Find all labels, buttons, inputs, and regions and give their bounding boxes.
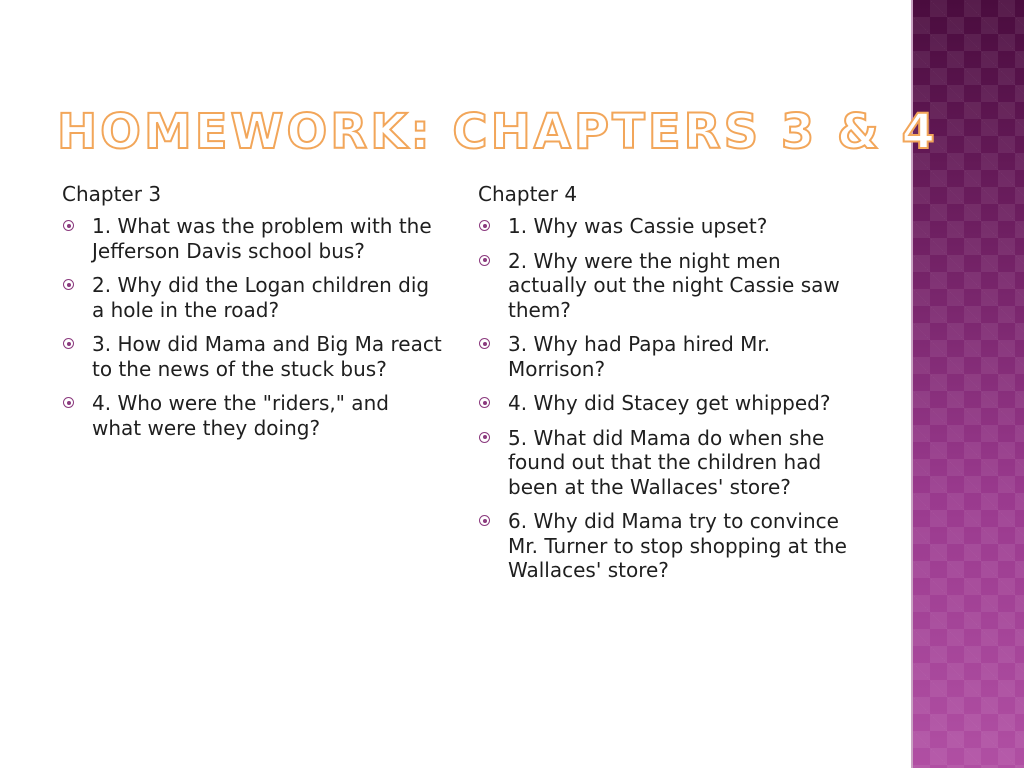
question-text: 3. Why had Papa hired Mr. Morrison? xyxy=(508,332,771,381)
question-item xyxy=(478,214,858,239)
circle-bullet-icon xyxy=(479,397,490,408)
chapter-3-column xyxy=(62,182,442,450)
question-item xyxy=(478,332,858,381)
question-item xyxy=(478,509,858,583)
circle-bullet-icon xyxy=(63,338,74,349)
question-text: 1. Why was Cassie upset? xyxy=(508,214,768,238)
circle-bullet-icon xyxy=(63,220,74,231)
question-item xyxy=(478,391,858,416)
chapter-3-heading: Chapter 3 xyxy=(62,182,162,206)
circle-bullet-icon xyxy=(63,397,74,408)
slide-title: HOMEWORK: CHAPTERS 3 & 4 xyxy=(57,104,938,160)
question-item xyxy=(62,391,442,440)
question-item xyxy=(62,332,442,381)
circle-bullet-icon xyxy=(479,255,490,266)
circle-bullet-icon xyxy=(479,515,490,526)
chapter-4-heading: Chapter 4 xyxy=(478,182,578,206)
question-text: 4. Who were the "riders," and what were they doing? xyxy=(92,391,389,440)
question-text: 2. Why did the Logan children dig a hole in the road? xyxy=(92,273,430,322)
chapter-3-questions xyxy=(62,214,442,440)
circle-bullet-icon xyxy=(63,279,74,290)
question-item xyxy=(62,214,442,263)
question-text: 3. How did Mama and Big Ma react to the news of the stuck bus? xyxy=(92,332,442,381)
circle-bullet-icon xyxy=(479,432,490,443)
question-text: 2. Why were the night men actually out the night Cassie saw them? xyxy=(508,248,840,322)
question-text: 6. Why did Mama try to convince Mr. Turner to stop shopping at the Wallaces' store? xyxy=(508,509,847,582)
question-item xyxy=(62,273,442,322)
question-text: 1. What was the problem with the Jefferson Davis school bus? xyxy=(92,214,432,263)
chapter-4-questions xyxy=(478,214,858,583)
circle-bullet-icon xyxy=(479,220,490,231)
question-text: 4. Why did Stacey get whipped? xyxy=(508,391,831,415)
question-text: 5. What did Mama do when she found out that the children had been at the Wallaces' store? xyxy=(508,425,825,499)
chapter-4-column xyxy=(478,182,858,593)
circle-bullet-icon xyxy=(479,338,490,349)
question-item xyxy=(478,249,858,323)
question-item xyxy=(478,426,858,500)
